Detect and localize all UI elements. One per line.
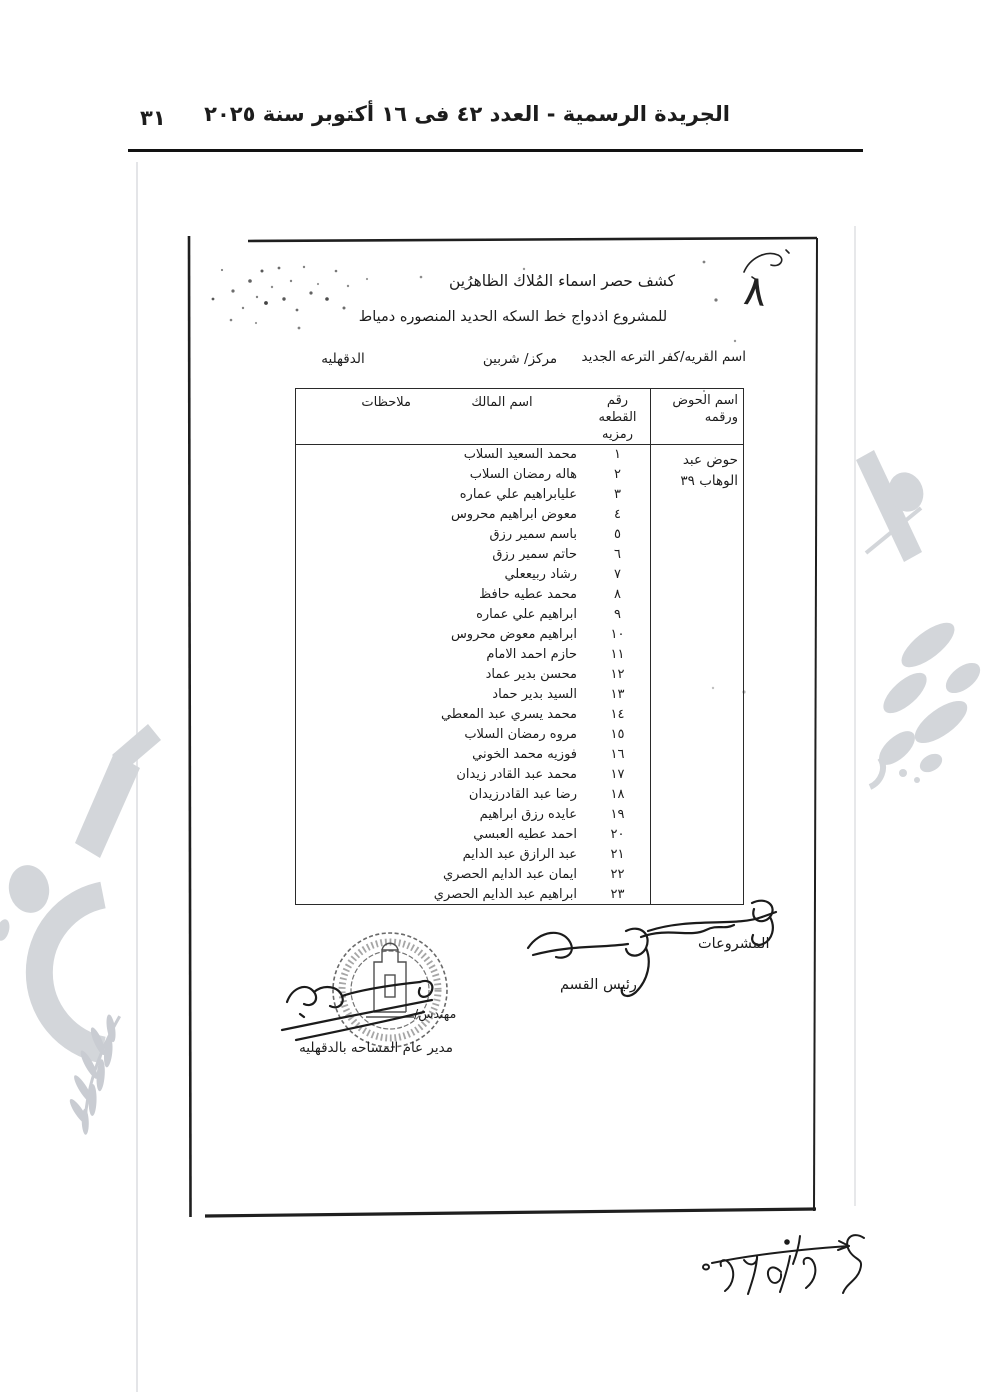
plot-number: ١ — [614, 447, 621, 462]
plot-number: ١٦ — [610, 747, 625, 762]
plot-number: ٢١ — [610, 847, 625, 862]
owner-name: محمد السعيد السلاب — [463, 447, 577, 462]
plot-header-line2: القطعه — [598, 410, 637, 425]
plot-number: ٢٢ — [610, 867, 625, 882]
official-stamp-seal — [333, 933, 447, 1047]
owner-name: محمد عطيه حافظ — [479, 587, 577, 602]
owner-name: معوض ابراهيم محروس — [450, 507, 577, 522]
plot-number: ٧ — [614, 567, 621, 582]
plot-number: ١٧ — [610, 767, 625, 782]
right-watermark-calligraphy — [856, 450, 986, 787]
plot-number: ٢ — [614, 467, 621, 482]
owner-name: ابراهيم عبد الدايم الحصري — [433, 887, 577, 902]
basin-column-header — [651, 389, 743, 445]
gazette-header-title: الجريدة الرسمية - العدد ٤٢ فى ١٦ أكتوبر سنة ٢٠٢٥ — [204, 102, 730, 126]
owner-name: رضا عبد القادرزيدان — [468, 787, 577, 802]
handwritten-annotation — [703, 1235, 864, 1294]
basin-value — [651, 445, 743, 492]
document-title: كشف حصر اسماء المُلاك الظاهرُين — [448, 272, 676, 290]
owner-name: ايمان عبد الدايم الحصري — [442, 867, 577, 882]
plot-number: ٥ — [614, 527, 621, 542]
plot-number: ١١ — [610, 647, 625, 662]
owner-name: حازم احمد الامام — [486, 647, 577, 662]
plot-number-column — [585, 389, 650, 904]
governorate-label: الدقهليه — [321, 351, 365, 367]
owner-name: باسم سمير رزق — [489, 527, 577, 542]
plot-number: ٨ — [614, 587, 621, 602]
basin-column — [650, 389, 743, 904]
owner-name-column-body — [419, 445, 585, 905]
plot-number: ١٨ — [610, 787, 625, 802]
plot-number: ١٣ — [610, 687, 625, 702]
basin-value-line1: حوض عبد — [682, 452, 738, 468]
owner-name: محسن بدير عماد — [485, 667, 577, 682]
owner-name: ابراهيم معوض محروس — [450, 627, 577, 642]
department-head-label: رئيس القسم — [560, 977, 637, 993]
owner-name: السيد بدير حماد — [492, 687, 577, 702]
plot-number-column-body — [585, 445, 650, 905]
projects-signature-label: المشروعات — [698, 936, 770, 952]
handwritten-sheet-number: ٨ — [741, 264, 770, 317]
owner-name: محمد عبد القادر زيدان — [456, 767, 577, 782]
plot-number: ٩ — [614, 607, 621, 622]
owner-name: مروه رمضان السلاب — [464, 727, 577, 742]
owners-table — [295, 388, 744, 905]
owner-name: محمد يسري عبد المعطي — [440, 707, 577, 722]
plot-number: ٢٣ — [610, 887, 625, 902]
basin-value-line2: الوهاب ٣٩ — [680, 473, 738, 489]
plot-number: ٣ — [614, 487, 621, 502]
plot-number-column-header — [585, 389, 650, 445]
owner-name: رشاد ربيععلي — [504, 567, 577, 582]
basin-header-line1: اسم الحوض — [672, 393, 738, 408]
plot-number: ١٠ — [610, 627, 625, 642]
plot-header-line1: رقم — [606, 393, 629, 408]
owner-name: عبد الرازق عبد الدايم — [462, 847, 577, 862]
plot-header-line3: رمزيه — [601, 427, 633, 442]
document-subtitle: للمشروع اذدواج خط السكه الحديد المنصوره دمياط — [358, 309, 668, 325]
owner-name: عليابراهيم علي عماره — [459, 487, 577, 502]
engineer-prefix-label: مهندس/ — [414, 1006, 457, 1021]
owner-name-column — [419, 389, 585, 904]
village-label: اسم القريه/كفر الترعه الجديد — [581, 349, 746, 365]
survey-director-signature — [282, 981, 432, 1040]
page-number: ٣١ — [140, 106, 166, 130]
survey-director-label: مدير عام المساحه بالدقهليه — [299, 1040, 453, 1056]
plot-number: ٢٠ — [610, 827, 625, 842]
plot-number: ١٩ — [610, 807, 625, 822]
owner-name: ابراهيم علي عماره — [476, 607, 577, 622]
notes-column-header: ملاحظات — [296, 389, 419, 445]
owner-name: حاتم سمير رزق — [492, 547, 577, 562]
header-divider-rule — [128, 149, 863, 152]
owner-name: عايده رزق ابراهيم — [479, 807, 577, 822]
plot-number: ٦ — [614, 547, 621, 562]
plot-number: ٤ — [614, 507, 621, 522]
notes-column — [296, 389, 419, 904]
district-label: مركز/ شربين — [482, 351, 558, 367]
basin-header-line2: ورقمه — [704, 410, 738, 425]
owner-name-column-header: اسم المالك — [419, 389, 585, 445]
owner-name: فوزيه محمد الخوني — [472, 747, 577, 762]
owner-name: هاله رمضان السلاب — [469, 467, 577, 482]
plot-number: ١٤ — [610, 707, 625, 722]
owner-name: احمد عطيه العبسي — [473, 827, 577, 842]
laurel-branch-watermark — [56, 1008, 125, 1138]
plot-number: ١٢ — [610, 667, 625, 682]
plot-number: ١٥ — [610, 727, 625, 742]
